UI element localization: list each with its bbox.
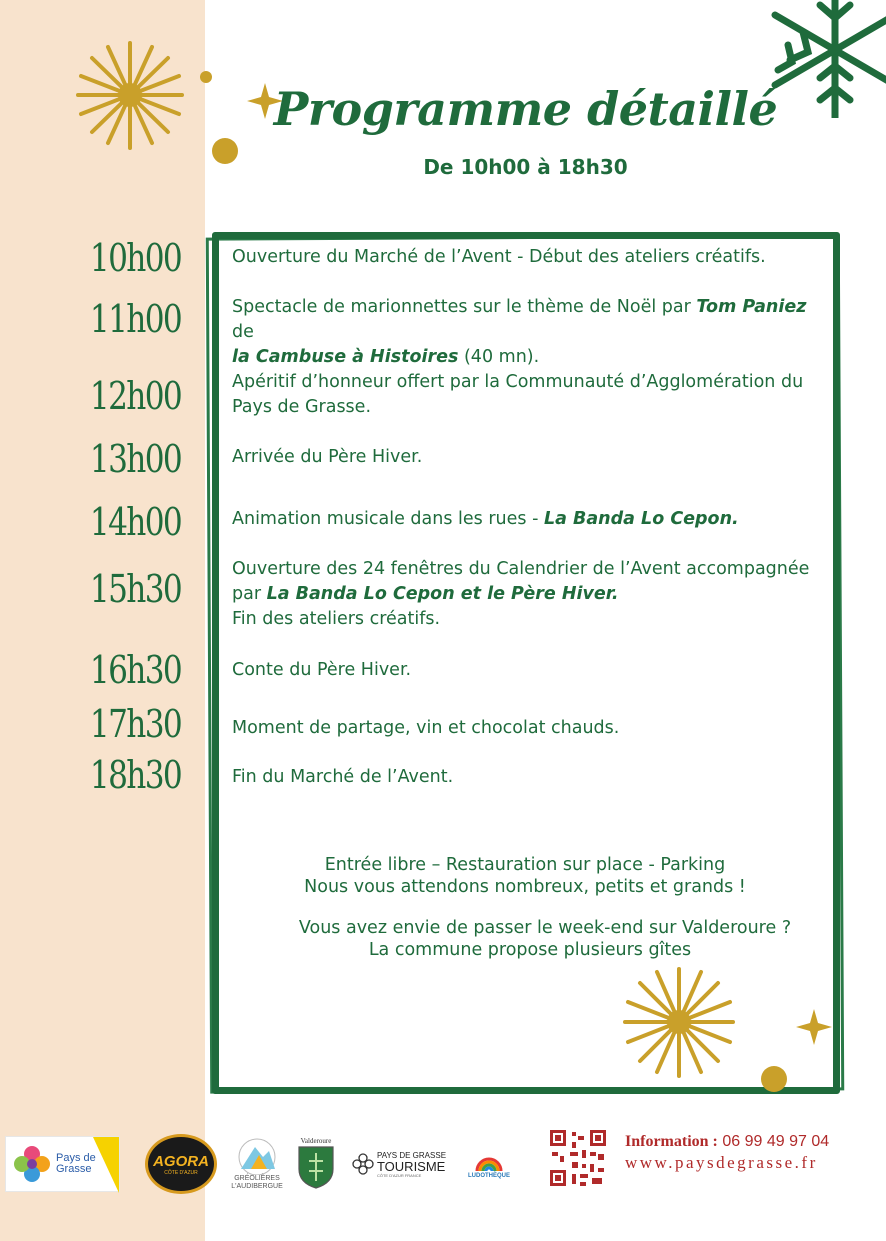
shield-icon bbox=[297, 1145, 335, 1189]
event-text: Ouverture des 24 fenêtres du Calendrier de l’Avent accompagnée par La Banda Lo Cepon et le Père Hiver. Fin des ateliers créatifs. bbox=[232, 559, 810, 629]
flower-icon bbox=[12, 1144, 52, 1184]
gold-starburst-icon bbox=[620, 965, 738, 1080]
time-label: 11h00 bbox=[89, 297, 182, 341]
event-text: Arrivée du Père Hiver. bbox=[232, 447, 423, 467]
contact-phone[interactable]: 06 99 49 97 04 bbox=[722, 1133, 830, 1150]
left-peach-band bbox=[0, 0, 205, 1241]
pays-de-grasse-logo: Pays de Grasse bbox=[5, 1136, 120, 1192]
rainbow-icon bbox=[474, 1149, 504, 1173]
time-label: 10h00 bbox=[89, 236, 182, 280]
info-line: Vous avez envie de passer le week-end sur Valderoure ? bbox=[298, 918, 792, 938]
gold-dot-icon bbox=[759, 1064, 789, 1094]
info-line: Nous vous attendons nombreux, petits et grands ! bbox=[304, 877, 746, 897]
agora-logo: AGORA CÔTE D'AZUR bbox=[145, 1134, 217, 1194]
gold-star-icon bbox=[795, 1008, 833, 1046]
contact-web-link[interactable]: www.paysdegrasse.fr bbox=[625, 1153, 818, 1172]
event-text: Fin du Marché de l’Avent. bbox=[232, 767, 454, 787]
event-text: Conte du Père Hiver. bbox=[232, 660, 412, 680]
time-label: 16h30 bbox=[89, 648, 182, 692]
event-text: Ouverture du Marché de l’Avent - Début des ateliers créatifs. bbox=[232, 247, 766, 267]
flower-outline-icon bbox=[352, 1153, 374, 1175]
greolieres-logo: GRÉOLIÈRES L'AUDIBERGUE bbox=[228, 1130, 286, 1196]
info-line: Entrée libre – Restauration sur place - Parking bbox=[324, 855, 726, 875]
page-title: Programme détaillé bbox=[273, 82, 778, 136]
event-text: Spectacle de marionnettes sur le thème de Noël par Tom Paniez de la Cambuse à Histoires (40 mn). bbox=[232, 297, 807, 367]
contact-info bbox=[625, 1133, 829, 1173]
pays-de-grasse-tourisme-logo: PAYS DE GRASSE TOURISME CÔTE D'AZUR FRANCE bbox=[348, 1144, 450, 1184]
mountain-icon bbox=[233, 1135, 281, 1175]
time-label: 17h30 bbox=[89, 702, 182, 746]
time-label: 13h00 bbox=[89, 437, 182, 481]
valderoure-logo: Valderoure bbox=[296, 1136, 336, 1190]
qr-code-icon bbox=[548, 1128, 608, 1188]
contact-label: Information : bbox=[625, 1133, 718, 1150]
page-subtitle: De 10h00 à 18h30 bbox=[423, 155, 628, 179]
time-label: 14h00 bbox=[89, 500, 182, 544]
event-text: Animation musicale dans les rues - La Banda Lo Cepon. bbox=[232, 509, 739, 529]
ludotheque-logo: LUDOTHÈQUE bbox=[464, 1142, 514, 1186]
event-text: Apéritif d’honneur offert par la Communauté d’Agglomération du Pays de Grasse. bbox=[232, 372, 804, 417]
time-label: 15h30 bbox=[89, 567, 182, 611]
time-label: 18h30 bbox=[89, 753, 182, 797]
info-line: La commune propose plusieurs gîtes bbox=[368, 940, 692, 960]
event-text: Moment de partage, vin et chocolat chauds. bbox=[232, 718, 620, 738]
time-label: 12h00 bbox=[89, 374, 182, 418]
